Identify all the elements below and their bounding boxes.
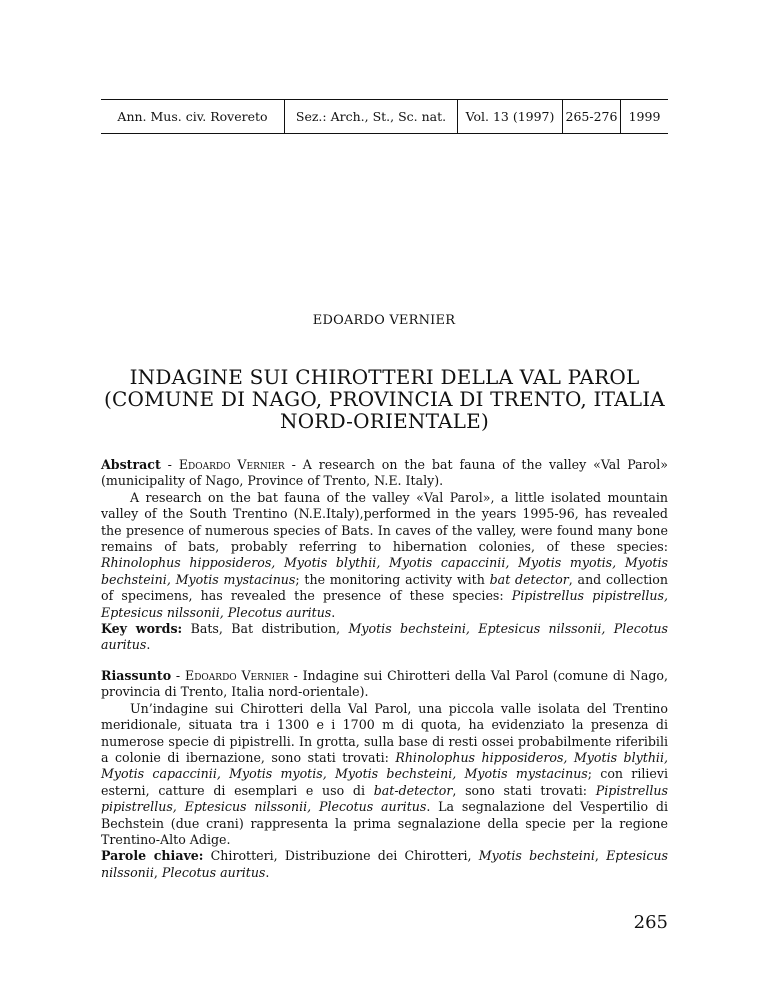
- page-number: 265: [633, 912, 668, 933]
- abstract-text: A research on the bat fauna of the valley «Val Parol», a little isolated mountain valley of the South Trentino (N.E.Italy),performed in the years 1995-96, has revealed the presence of numerous species of Bats. In caves of the valley, were found many bone remains of bats, probably referring to hibernation colonies, of these species:: [101, 489, 668, 555]
- author-name: EDOARDO VERNIER: [312, 313, 456, 328]
- separator: -: [171, 667, 185, 683]
- separator: ,: [594, 848, 607, 864]
- specie-ossei: Rhinolophus hipposideros, Myotis blythii, Myotis capaccinii, Myotis myotis, Myotis bechsteini, Myotis mystacinus: [101, 749, 668, 782]
- bat-detector-term: bat detector: [489, 571, 569, 587]
- species-list-bones: Rhinolophus hipposideros, Myotis blythii, Myotis capaccinii, Myotis myotis, Myotis bechsteini, Myotis mystacinus: [101, 555, 668, 587]
- abstract-text: , and collection of specimens, has revealed the presence of these species:: [101, 571, 668, 604]
- keywords-text: .: [146, 637, 151, 653]
- separator: -: [160, 457, 179, 472]
- specie-rilevate: Pipistrellus pipistrellus, Eptesicus nilssonii, Plecotus auritus: [101, 782, 668, 815]
- title-line-3: NORD-ORIENTALE): [280, 409, 489, 433]
- abstract-label: Abstract: [101, 457, 161, 472]
- keywords-species: Myotis bechsteini, Eptesicus nilssonii, Plecotus auritus: [101, 621, 669, 653]
- parole-chiave-text: Chirotteri, Distribuzione dei Chirotteri,: [203, 848, 479, 864]
- riassunto-body: [101, 701, 668, 849]
- abstract-section: [101, 457, 668, 881]
- riassunto-author: Edoardo Vernier: [185, 667, 289, 683]
- separator: -: [288, 667, 303, 683]
- parole-chiave-species-3: Plecotus auritus: [161, 864, 266, 880]
- journal-name: Ann. Mus. civ. Rovereto: [117, 109, 268, 124]
- paper-title: [101, 366, 668, 432]
- riassunto-text: ; con rilievi esterni, catture di esemplari e uso di: [101, 766, 668, 798]
- riassunto-citation-text: Indagine sui Chirotteri della Val Parol (comune di Nago, provincia di Trento, Italia nord-orientale).: [101, 667, 668, 700]
- separator: -: [284, 457, 303, 472]
- keywords-text: Bats, Bat distribution,: [182, 621, 349, 637]
- riassunto-label: Riassunto: [101, 667, 172, 683]
- abstract-text: ; the monitoring activity with: [295, 571, 490, 587]
- abstract-author: Edoardo Vernier: [178, 457, 285, 472]
- riassunto-text: Un’indagine sui Chirotteri della Val Parol, una piccola valle isolata del Trentino meridionale, situata tra i 1300 e i 1700 m di quota, ha evidenziato la presenza di numerose specie di pipistrelli. In grotta, sulla base di resti ossei probabilmente riferibili a colonie di ibernazione, sono stati trovati:: [101, 700, 668, 765]
- parole-chiave-text: .: [265, 864, 270, 880]
- journal-year: 1999: [620, 100, 668, 133]
- keywords-line: [101, 621, 668, 654]
- bat-detector-term: bat-detector: [373, 782, 453, 798]
- title-line-2: (COMUNE DI NAGO, PROVINCIA DI TRENTO, ITALIA: [104, 387, 665, 411]
- parole-chiave-line: [101, 848, 668, 881]
- journal-section: Sez.: Arch., St., Sc. nat.: [284, 100, 457, 133]
- journal-volume: Vol. 13 (1997): [457, 100, 562, 133]
- journal-header-table: [101, 99, 668, 134]
- riassunto-text: . La segnalazione del Vespertilio di Bechstein (due crani) rappresenta la prima segnalazione della specie per la regione Trentino-Alto Adige.: [101, 799, 668, 847]
- riassunto-citation: [101, 668, 668, 701]
- species-list-detected: Pipistrellus pipistrellus, Eptesicus nilssonii, Plecotus auritus: [101, 588, 669, 620]
- parole-chiave-label: Parole chiave:: [101, 848, 204, 864]
- title-line-1: INDAGINE SUI CHIROTTERI DELLA VAL PAROL: [129, 365, 640, 389]
- abstract-body: [101, 490, 668, 621]
- abstract-text: .: [331, 604, 336, 620]
- parole-chiave-species-1: Myotis bechsteini: [478, 848, 595, 864]
- journal-pages: 265-276: [562, 100, 620, 133]
- parole-chiave-species-2: Eptesicus nilssonii: [101, 848, 668, 880]
- separator: ,: [153, 864, 162, 880]
- riassunto-text: , sono stati trovati:: [452, 782, 596, 798]
- abstract-citation: [101, 457, 668, 490]
- abstract-citation-text: A research on the bat fauna of the valley «Val Parol» (municipality of Nago, Province of Trento, N.E. Italy).: [101, 457, 668, 489]
- keywords-label: Key words:: [101, 621, 183, 637]
